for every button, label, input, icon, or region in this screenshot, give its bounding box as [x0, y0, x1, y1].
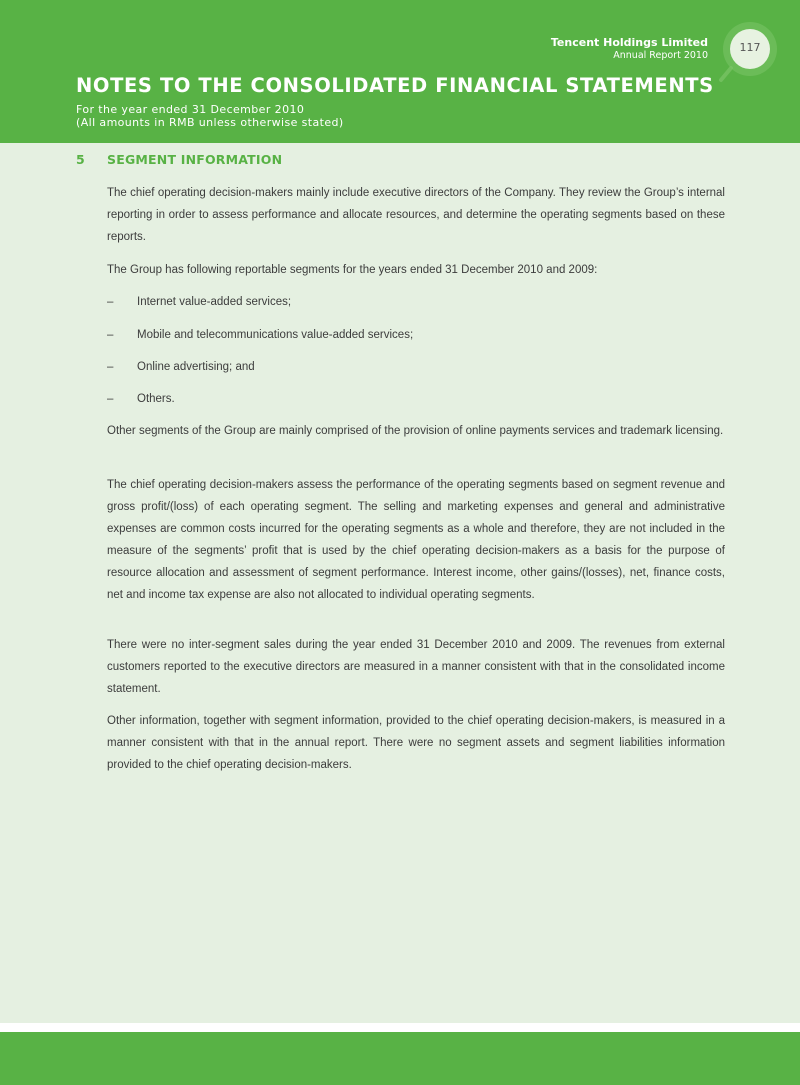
paragraph-segments-lead: The Group has following reportable segments for the years ended 31 December 2010 and 2009: — [107, 264, 598, 276]
subtitle-line-2: (All amounts in RMB unless otherwise stated) — [76, 116, 344, 129]
company-name: Tencent Holdings Limited — [550, 36, 708, 49]
paragraph-other-information: Other information, together with segment information, provided to the chief operating decision-makers, is measured in a manner consistent with that in the annual report. There were no segment assets and segment liabilities information provided to the chief operating decision-makers. — [107, 715, 725, 771]
subtitle-line-1: For the year ended 31 December 2010 — [76, 103, 305, 116]
section-number: 5 — [76, 152, 85, 167]
bullet-internet: Internet value-added services; — [137, 296, 292, 308]
bullet-advertising: Online advertising; and — [137, 361, 255, 373]
section-title: SEGMENT INFORMATION — [107, 152, 283, 167]
paragraph-other-segments: Other segments of the Group are mainly comprised of the provision of online payments services and trademark licensing. — [107, 425, 724, 437]
report-name: Annual Report 2010 — [613, 50, 708, 61]
bullet-marker: – — [107, 393, 114, 405]
bullet-mobile: Mobile and telecommunications value-added services; — [137, 329, 414, 341]
paragraph-intro: The chief operating decision-makers mainly include executive directors of the Company. They review the Group’s internal reporting in order to assess performance and allocate resources, and determine the operating segments based on these reports. — [107, 187, 725, 243]
bullet-marker: – — [107, 296, 114, 308]
paragraph-inter-segment: There were no inter-segment sales during the year ended 31 December 2010 and 2009. The revenues from external customers reported to the executive directors are measured in a manner consistent with that in the consolidated income statement. — [107, 639, 725, 695]
page-subtitle — [76, 103, 344, 129]
bullet-marker: – — [107, 329, 114, 341]
page-title: NOTES TO THE CONSOLIDATED FINANCIAL STATEMENTS — [76, 74, 714, 97]
paragraph-performance: The chief operating decision-makers assess the performance of the operating segments based on segment revenue and gross profit/(loss) of each operating segment. The selling and marketing expenses and general and administrative expenses are common costs incurred for the operating segments as a whole and therefore, they are not included in the measure of the segments’ profit that is used by the chief operating decision-makers as a basis for the purpose of resource allocation and assessment of segment performance. Interest income, other gains/(losses), net, finance costs, net and income tax expense are also not allocated to individual operating segments. — [107, 479, 725, 601]
bullet-marker: – — [107, 361, 114, 373]
bullet-others: Others. — [137, 393, 175, 405]
page-number: 117 — [739, 41, 761, 54]
page-footer — [0, 1032, 800, 1085]
